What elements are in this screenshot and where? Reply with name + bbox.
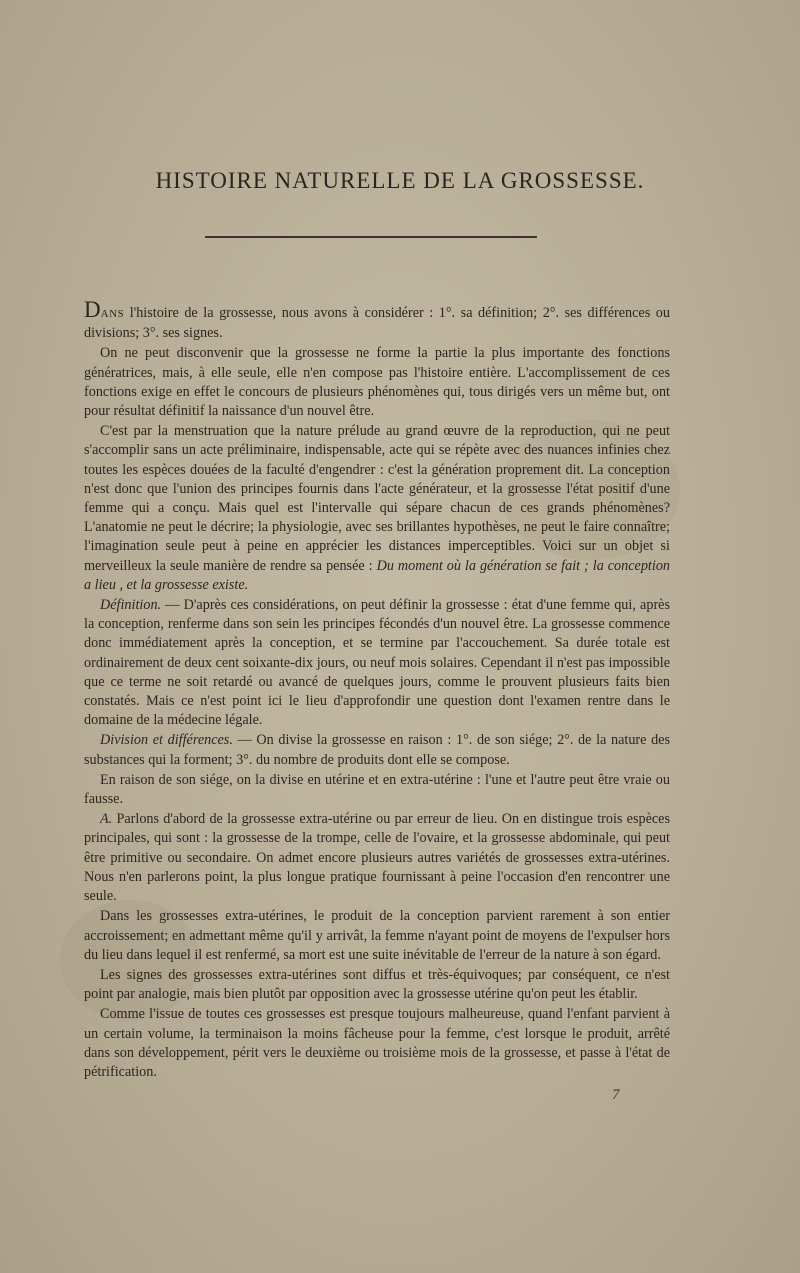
body-text [84, 297, 671, 1083]
title-divider [205, 236, 537, 238]
intro-smallcaps: ANS [100, 308, 125, 320]
paragraph: On ne peut disconvenir que la grossesse ne forme la partie la plus importante des fonctions génératrices, mais, à elle seule, elle n'en compose pas l'histoire entière. L'accomplissement de ces fonctions exige en effet le concours de plusieurs phénomènes qui, tous dirigés vers un même but, ont pour résultat définitif la naissance d'un nouvel être. [84, 345, 670, 420]
intro-paragraph [84, 297, 670, 343]
paragraph-text: Parlons d'abord de la grossesse extra-utérine ou par erreur de lieu. On en distingue trois espèces principales, qui sont : la grossesse de la trompe, celle de l'ovaire, et la grossesse abdominale, qui peut être primitive ou secondaire. On admet encore plusieurs autres variétés de grossesses extra-utérines. Nous n'en parlerons point, la plus longue pratique fournissant à peine l'occasion d'en rencontrer une seule. [84, 811, 670, 905]
paragraph: Dans les grossesses extra-utérines, le produit de la conception parvient rarement à son entier accroissement; en admettant même qu'il y arrivât, la femme n'ayant point de moyens de l'expulser hors du lieu dans lequel il est renfermé, sa mort est une suite inévitable de l'erreur de la nature à son égard. [84, 908, 670, 963]
paragraph [84, 810, 670, 906]
paragraph [84, 596, 670, 730]
section-label-division: Division et différences. [100, 732, 233, 749]
paragraph-text: — On divise la grossesse en raison : 1°. de son siége; 2°. de la nature des substances qui la forment; 3°. du nombre de produits dont elle se compose. [84, 732, 670, 768]
page-number: 7 [612, 1087, 620, 1103]
intro-text: l'histoire de la grossesse, nous avons à considérer : 1°. sa définition; 2°. ses différences ou divisions; 3°. ses signes. [84, 305, 670, 342]
paragraph: Les signes des grossesses extra-utérines sont diffus et très-équivoques; par conséquent, ce n'est point par analogie, mais bien plutôt par opposition avec la grossesse utérine qu'on peut les établir. [84, 966, 670, 1003]
section-label-a: A. [100, 811, 113, 828]
paragraph [84, 422, 670, 595]
italic-maxim: Du moment où la génération se fait ; la conception a lieu , et la grossesse existe. [84, 557, 671, 593]
paragraph: Comme l'issue de toutes ces grossesses est presque toujours malheureuse, quand l'enfant parvient à un certain volume, la terminaison la moins fâcheuse pour la femme, c'est lorsque le produit, arrêté dans son développement, périt vers le deuxième ou troisième mois de la grossesse, et passe à l'état de pétrification. [84, 1006, 670, 1080]
paragraph-text: C'est par la menstruation que la nature prélude au grand œuvre de la reproduction, qui ne peut s'accomplir sans un acte préliminaire, indispensable, acte qui se répète avec des nuances infinies chez toutes les espèces douées de la faculté d'engendrer : c'est la génération proprement dit. La conception n'est donc que l'union des principes fournis dans l'acte générateur, et la grossesse l'état positif d'une femme qui a conçu. Mais quel est l'intervalle qui sépare chacun de ces grands phénomènes? L'anatomie ne peut le décrire; la physiologie, avec ses brillantes hypothèses, ne peut le faire connaître; l'imagination seule peut à peine en apprécier les distances imperceptibles. Voici sur un objet si merveilleux la seule manière de rendre sa pensée : [84, 423, 670, 574]
page-title: HISTOIRE NATURELLE DE LA GROSSESSE. [155, 168, 645, 193]
paragraph [84, 731, 670, 769]
dropcap: D [84, 297, 101, 322]
paragraph: En raison de son siége, on la divise en utérine et en extra-utérine : l'une et l'autre peut être vraie ou fausse. [84, 771, 670, 808]
section-label-definition: Définition. [100, 597, 162, 614]
paragraph-text: — D'après ces considérations, on peut définir la grossesse : état d'une femme qui, après la conception, renferme dans son sein les principes fécondés d'un nouvel être. La grossesse commence donc immédiatement après la conception, et se termine par l'accouchement. Sa durée totale est ordinairement de deux cent soixante-dix jours, ou neuf mois solaires. Cependant il n'est pas impossible que ce terme ne soit retardé ou avancé de quelques jours, comme le prouvent plusieurs faits bien constatés. Mais ce n'est point ici le lieu d'approfondir une question dont l'examen rentre dans le domaine de la médecine légale. [84, 597, 670, 729]
